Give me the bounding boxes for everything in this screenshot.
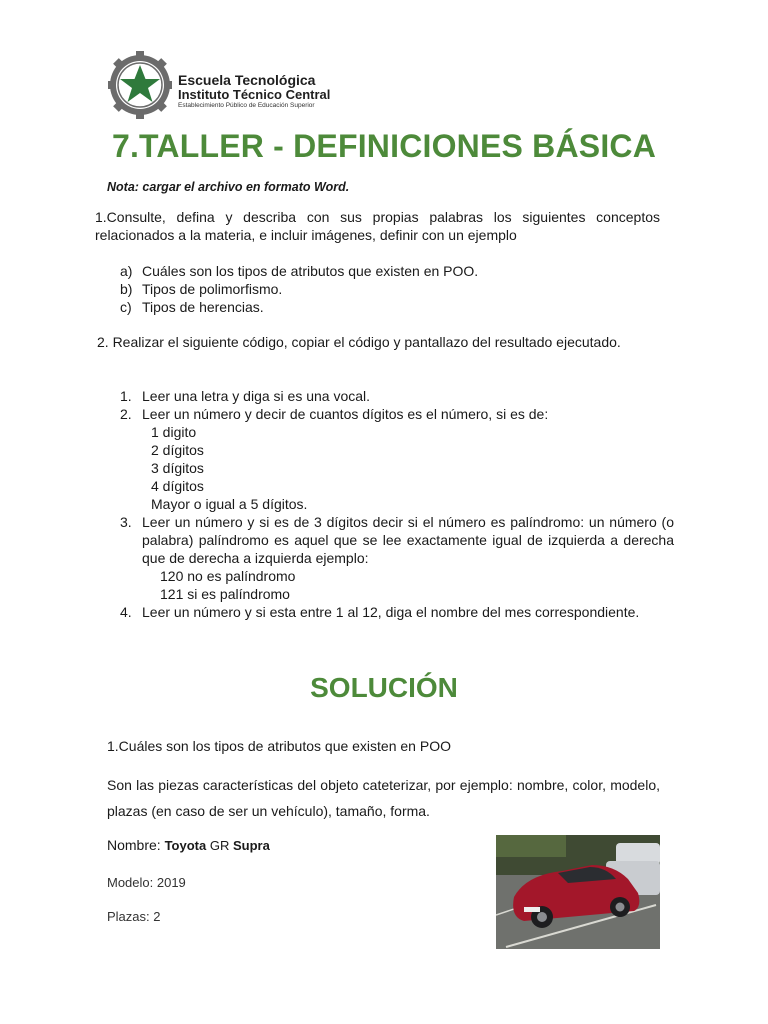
list-item: 1. Leer una letra y diga si es una vocal.	[120, 388, 371, 404]
list-item: 4. Leer un número y si esta entre 1 al 12, diga el nombre del mes correspondiente.	[120, 604, 640, 620]
question-1	[95, 208, 660, 244]
digits-list	[120, 423, 674, 513]
plazas-line: Plazas: 2	[107, 909, 161, 924]
list-item: a) Cuáles son los tipos de atributos que existen en POO.	[120, 263, 479, 279]
list-item: 3 dígitos	[151, 460, 204, 476]
car-photo	[496, 835, 660, 949]
gear-star-icon	[108, 50, 172, 120]
note: Nota: cargar el archivo en formato Word.	[107, 180, 350, 194]
logo-line-1: Escuela Tecnológica	[178, 72, 316, 88]
question-2-list	[120, 387, 674, 621]
question-2-text: 2. Realizar el siguiente código, copiar el código y pantallazo del resultado ejecutado.	[97, 334, 621, 350]
logo-line-3: Establecimiento Público de Educación Superior	[178, 102, 315, 109]
question-1-text: 1.Consulte, defina y describa con sus propias palabras los siguientes conceptos relacionados a la materia, e incluir imágenes, definir con un ejemplo	[95, 209, 660, 243]
car-image	[496, 835, 660, 949]
question-1-list	[120, 262, 478, 316]
solution-question: 1.Cuáles son los tipos de atributos que existen en POO	[107, 738, 451, 754]
examples-list	[120, 567, 674, 603]
list-item: 2 dígitos	[151, 442, 204, 458]
page-title: 7.TALLER - DEFINICIONES BÁSICA	[111, 128, 657, 164]
list-item: Mayor o igual a 5 dígitos.	[151, 496, 308, 512]
solution-title: SOLUCIÓN	[310, 672, 458, 703]
nombre-line: Nombre: Toyota GR Supra	[107, 837, 270, 853]
list-item: 121 si es palíndromo	[160, 586, 290, 602]
list-item: 120 no es palíndromo	[160, 568, 296, 584]
logo-line-2: Instituto Técnico Central	[178, 87, 331, 102]
list-item: 2. Leer un número y decir de cuantos dígitos es el número, si es de:	[120, 406, 549, 422]
list-item: 3. Leer un número y si es de 3 dígitos decir si el número es palíndromo: un número (o palabra) palíndromo es aquel que se lee exactamente igual de izquierda a derecha que de derecha a izquierda ejemplo:	[120, 514, 674, 566]
modelo-line: Modelo: 2019	[107, 875, 186, 890]
list-item: b) Tipos de polimorfismo.	[120, 281, 283, 297]
solution-paragraph: Son las piezas características del objeto cateterizar, por ejemplo: nombre, color, modelo, plazas (en caso de ser un vehículo), tamaño, forma.	[107, 777, 660, 819]
list-item: 1 digito	[151, 424, 197, 440]
list-item: c) Tipos de herencias.	[120, 299, 264, 315]
list-item: 4 dígitos	[151, 478, 204, 494]
